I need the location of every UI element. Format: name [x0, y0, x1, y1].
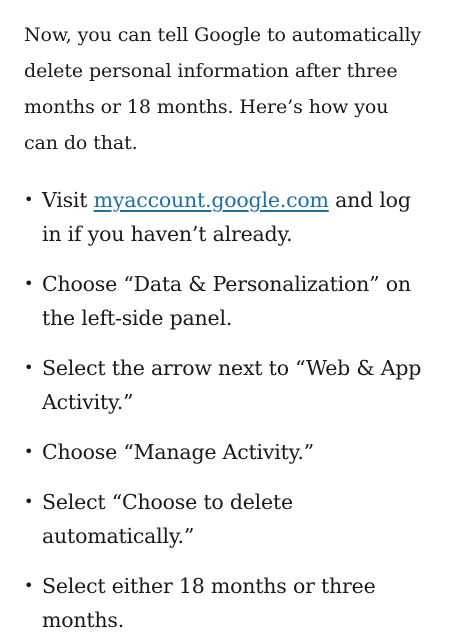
step-text: Visit: [42, 188, 94, 212]
bullet-icon: •: [24, 190, 34, 209]
bullet-icon: •: [24, 576, 34, 595]
bullet-icon: •: [24, 358, 34, 377]
list-item-delete-automatically: [24, 485, 428, 553]
step-text: Select “Choose to delete automatically.”: [42, 490, 293, 548]
myaccount-link[interactable]: myaccount.google.com: [93, 188, 329, 212]
list-item-visit-account: [24, 183, 428, 251]
bullet-icon: •: [24, 492, 34, 511]
bullet-icon: •: [24, 274, 34, 293]
step-text: Select either 18 months or three months.: [42, 574, 376, 632]
step-text: and log in if you haven’t already.: [42, 188, 411, 246]
list-item-web-app-activity: [24, 351, 428, 419]
step-text: Choose “Data & Personalization” on the left-side panel.: [42, 272, 411, 330]
list-item-select-duration: [24, 569, 428, 637]
steps-list: [24, 183, 428, 637]
step-text: Select the arrow next to “Web & App Activity.”: [42, 356, 422, 414]
step-text: Choose “Manage Activity.”: [42, 440, 314, 464]
list-item-manage-activity: [24, 435, 428, 469]
list-item-data-personalization: [24, 267, 428, 335]
bullet-icon: •: [24, 442, 34, 461]
intro-paragraph: Now, you can tell Google to automatically delete personal information after three months or 18 months. Here’s how you can do that.: [24, 24, 422, 154]
